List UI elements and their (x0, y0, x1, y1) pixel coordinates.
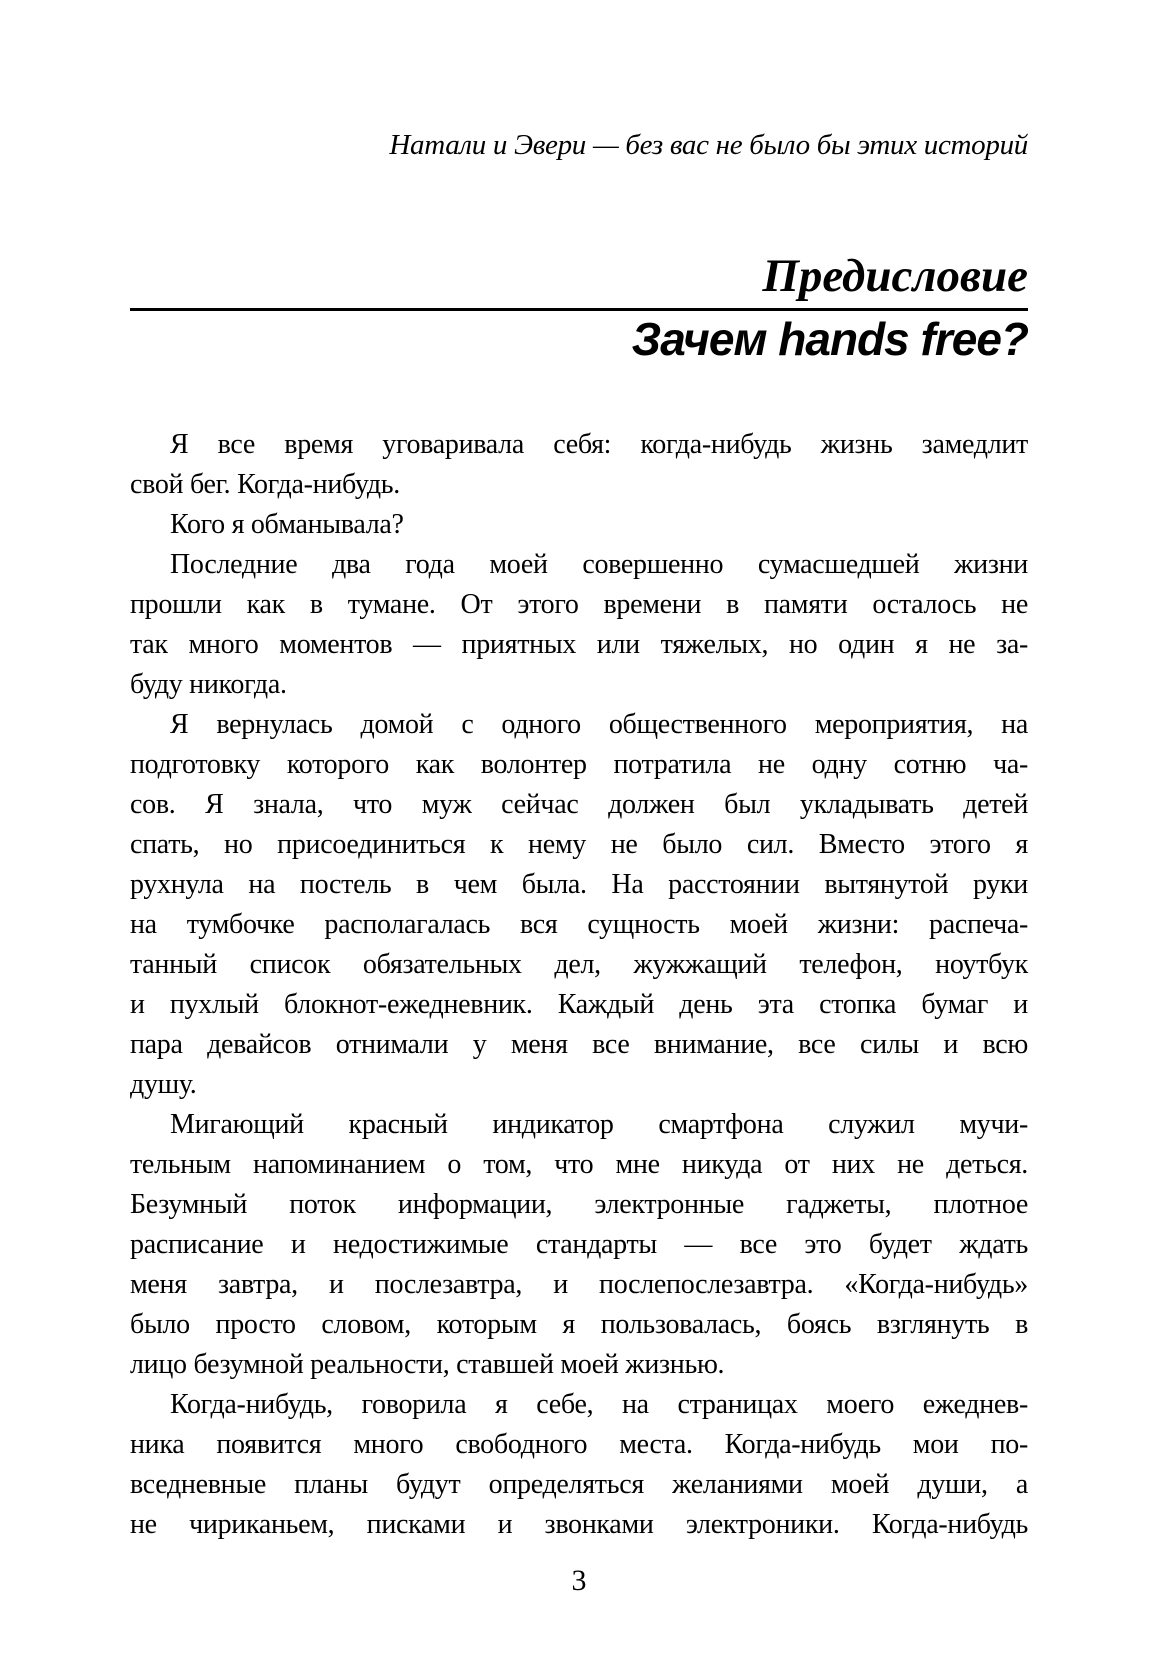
text-line: Я все время уговаривала себя: когда-нибудь жизнь замедлит (170, 429, 1028, 460)
text-line: пара девайсов отнимали у меня все внимание, все силы и всю (130, 1029, 1028, 1060)
text-line: ника появится много свободного места. Когда-нибудь мои по- (130, 1429, 1028, 1460)
paragraph (130, 1105, 1028, 1385)
text-line: Я вернулась домой с одного общественного мероприятия, на (170, 709, 1028, 740)
text-line: меня завтра, и послезавтра, и послепослезавтра. «Когда-нибудь» (130, 1269, 1028, 1300)
paragraph (130, 1385, 1028, 1545)
text-line: не чириканьем, писками и звонками электроники. Когда-нибудь (130, 1509, 1028, 1540)
text-line: так много моментов — приятных или тяжелых, но один я не за- (130, 629, 1028, 660)
paragraph (130, 505, 1028, 545)
text-block (130, 0, 1028, 1601)
chapter-subtitle: Зачем hands free? (631, 313, 1028, 365)
text-line: расписание и недостижимые стандарты — все это будет ждать (130, 1229, 1028, 1260)
text-line: было просто словом, которым я пользовалась, боясь взглянуть в (130, 1309, 1028, 1340)
text-line: сов. Я знала, что муж сейчас должен был укладывать детей (130, 789, 1028, 820)
text-line: и пухлый блокнот-ежедневник. Каждый день эта стопка бумаг и (130, 989, 1028, 1020)
text-line: прошли как в тумане. От этого времени в памяти осталось не (130, 589, 1028, 620)
text-line: душу. (130, 1069, 197, 1100)
text-line: спать, но присоединиться к нему не было сил. Вместо этого я (130, 829, 1028, 860)
text-line: танный список обязательных дел, жужжащий телефон, ноутбук (130, 949, 1028, 980)
text-line: Последние два года моей совершенно сумасшедшей жизни (170, 549, 1028, 580)
text-line: буду никогда. (130, 669, 287, 700)
text-line: Когда-нибудь, говорила я себе, на страницах моего ежеднев- (170, 1389, 1028, 1420)
text-line: подготовку которого как волонтер потратила не одну сотню ча- (130, 749, 1028, 780)
text-line: рухнула на постель в чем была. На расстоянии вытянутой руки (130, 869, 1028, 900)
chapter-heading (130, 250, 1028, 365)
heading-rule-divider (130, 308, 1028, 311)
text-line: лицо безумной реальности, ставшей моей жизнью. (130, 1349, 725, 1380)
paragraph (130, 545, 1028, 705)
text-line: Мигающий красный индикатор смартфона служил мучи- (170, 1109, 1028, 1140)
paragraph (130, 705, 1028, 1105)
paragraph (130, 425, 1028, 505)
chapter-title: Предисловие (762, 250, 1028, 302)
text-line: Кого я обманывала? (170, 509, 404, 540)
dedication-line: Натали и Эвери — без вас не было бы этих историй (389, 129, 1028, 161)
text-line: вседневные планы будут определяться желаниями моей души, а (130, 1469, 1028, 1500)
text-line: свой бег. Когда-нибудь. (130, 469, 400, 500)
body-text (130, 425, 1028, 1545)
text-line: Безумный поток информации, электронные гаджеты, плотное (130, 1189, 1028, 1220)
text-line: на тумбочке располагалась вся сущность моей жизни: распеча- (130, 909, 1028, 940)
page-number: 3 (571, 1564, 587, 1597)
text-line: тельным напоминанием о том, что мне никуда от них не деться. (130, 1149, 1028, 1180)
